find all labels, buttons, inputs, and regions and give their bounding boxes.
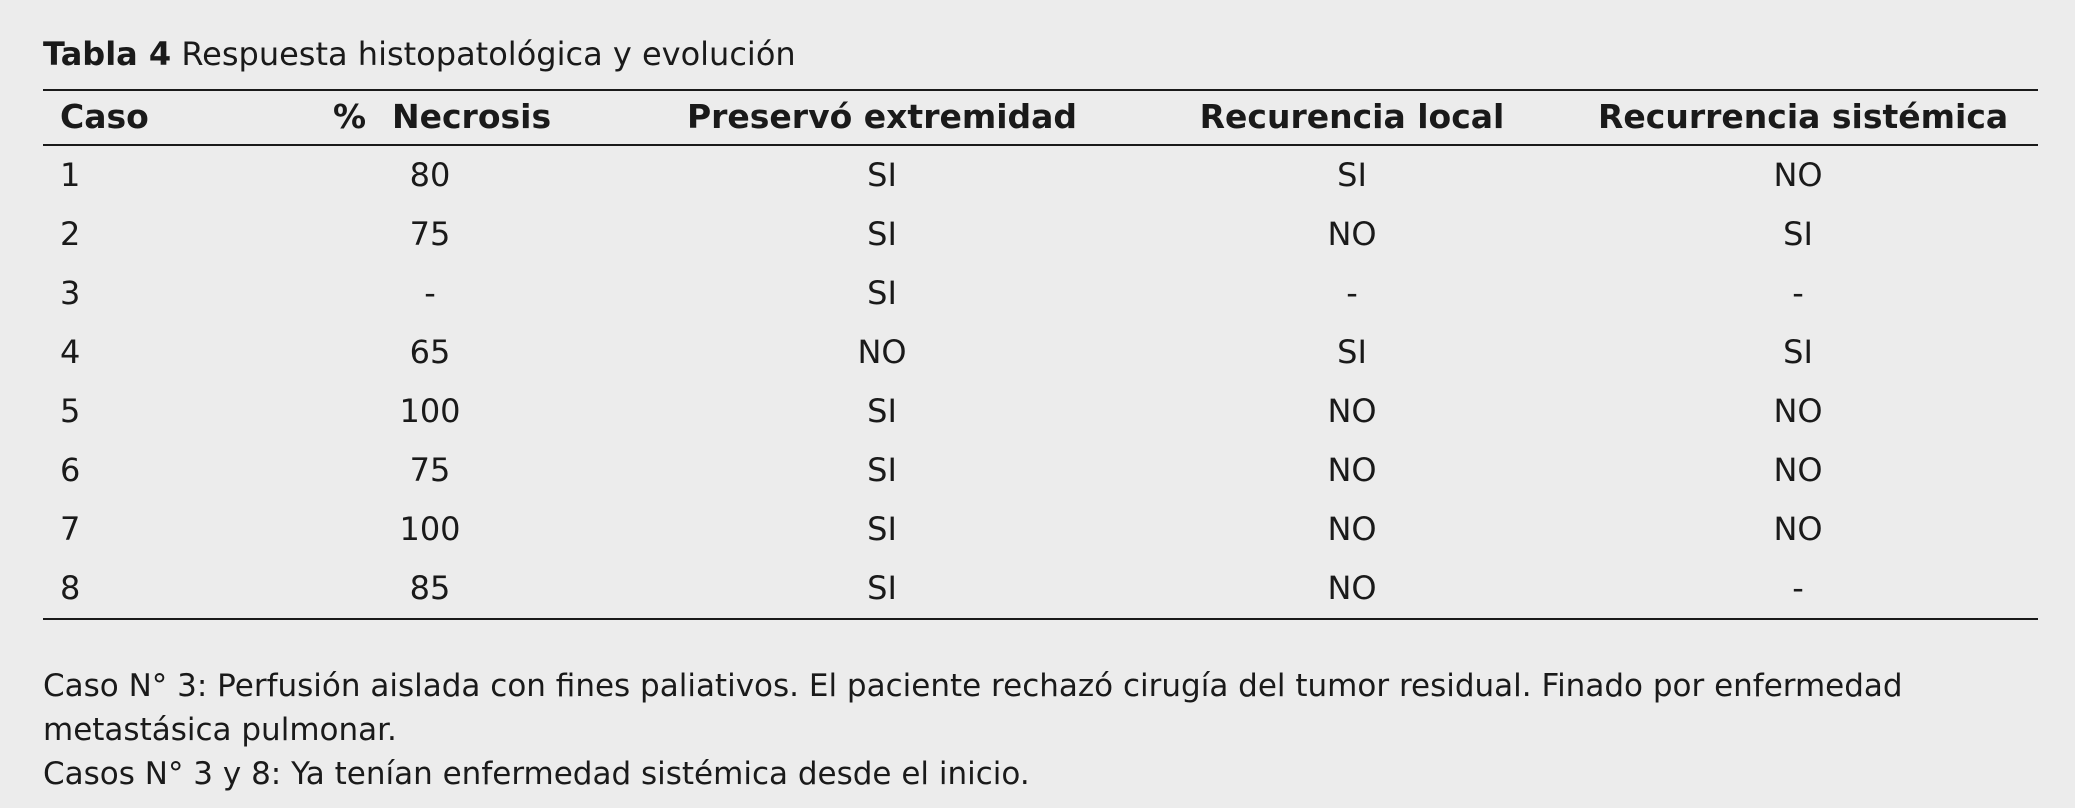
cell-recurrencia-local: SI bbox=[1337, 333, 1367, 371]
footnote-line: metastásica pulmonar. bbox=[43, 712, 397, 748]
cell-caso: 6 bbox=[60, 451, 81, 489]
cell-recurrencia-sistemica: - bbox=[1792, 274, 1804, 312]
cell-preservo: SI bbox=[867, 451, 897, 489]
header-recurrencia-sistemica: Recurrencia sistémica bbox=[1598, 97, 2009, 136]
cell-recurrencia-sistemica: NO bbox=[1773, 392, 1823, 430]
cell-recurrencia-local: NO bbox=[1327, 392, 1377, 430]
footnote-line: Casos N° 3 y 8: Ya tenían enfermedad sistémica desde el inicio. bbox=[43, 756, 1030, 792]
table-top-rule bbox=[43, 89, 2038, 91]
table-number: Tabla 4 bbox=[43, 35, 172, 73]
cell-recurrencia-local: NO bbox=[1327, 451, 1377, 489]
header-necrosis: Necrosis bbox=[392, 97, 552, 136]
cell-necrosis: 100 bbox=[399, 510, 461, 548]
cell-recurrencia-sistemica: NO bbox=[1773, 156, 1823, 194]
cell-preservo: SI bbox=[867, 156, 897, 194]
cell-recurrencia-sistemica: NO bbox=[1773, 451, 1823, 489]
cell-necrosis: 75 bbox=[409, 451, 451, 489]
footnote-line: Caso N° 3: Perfusión aislada con fines paliativos. El paciente rechazó cirugía del tumor residual. Finado por enfermedad bbox=[43, 668, 1903, 704]
header-caso: Caso bbox=[60, 97, 149, 136]
cell-necrosis: - bbox=[424, 274, 436, 312]
cell-recurrencia-sistemica: SI bbox=[1783, 215, 1813, 253]
cell-caso: 8 bbox=[60, 569, 81, 607]
cell-preservo: SI bbox=[867, 569, 897, 607]
header-percent: % bbox=[333, 97, 367, 136]
header-preservo-extremidad: Preservó extremidad bbox=[686, 97, 1078, 136]
header-recurrencia-local: Recurencia local bbox=[1199, 97, 1505, 136]
cell-preservo: SI bbox=[867, 215, 897, 253]
cell-recurrencia-local: SI bbox=[1337, 156, 1367, 194]
cell-necrosis: 75 bbox=[409, 215, 451, 253]
cell-preservo: SI bbox=[867, 510, 897, 548]
cell-necrosis: 65 bbox=[409, 333, 451, 371]
cell-preservo: NO bbox=[857, 333, 907, 371]
cell-necrosis: 85 bbox=[409, 569, 451, 607]
cell-caso: 7 bbox=[60, 510, 81, 548]
cell-caso: 1 bbox=[60, 156, 81, 194]
cell-necrosis: 80 bbox=[409, 156, 451, 194]
table-title: Respuesta histopatológica y evolución bbox=[181, 35, 796, 73]
cell-recurrencia-local: NO bbox=[1327, 569, 1377, 607]
cell-preservo: SI bbox=[867, 392, 897, 430]
cell-caso: 3 bbox=[60, 274, 81, 312]
cell-caso: 2 bbox=[60, 215, 81, 253]
cell-preservo: SI bbox=[867, 274, 897, 312]
table-bottom-rule bbox=[43, 618, 2038, 620]
cell-recurrencia-local: NO bbox=[1327, 510, 1377, 548]
cell-recurrencia-sistemica: SI bbox=[1783, 333, 1813, 371]
cell-recurrencia-local: NO bbox=[1327, 215, 1377, 253]
cell-caso: 5 bbox=[60, 392, 81, 430]
table-caption bbox=[43, 32, 796, 76]
cell-recurrencia-sistemica: - bbox=[1792, 569, 1804, 607]
cell-recurrencia-sistemica: NO bbox=[1773, 510, 1823, 548]
cell-necrosis: 100 bbox=[399, 392, 461, 430]
cell-caso: 4 bbox=[60, 333, 81, 371]
cell-recurrencia-local: - bbox=[1346, 274, 1358, 312]
